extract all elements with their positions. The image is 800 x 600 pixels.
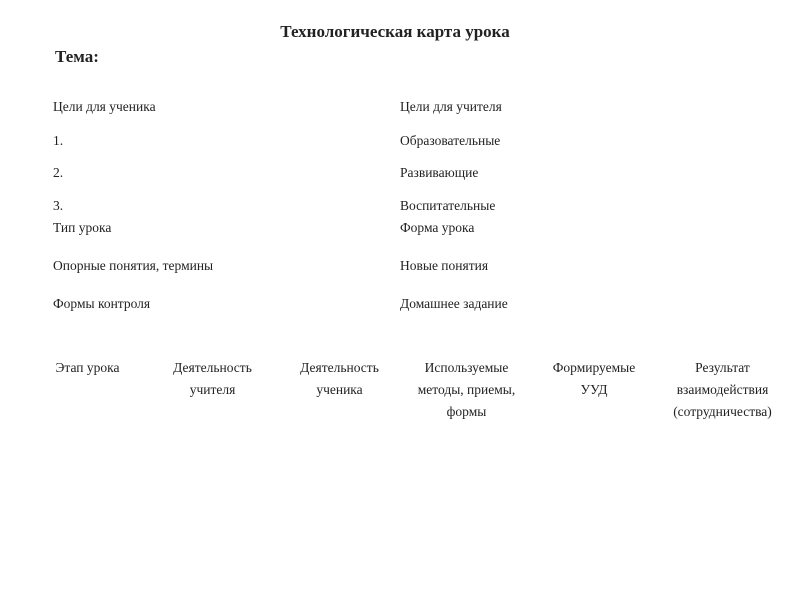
key-concepts-label: Опорные понятия, термины — [53, 258, 214, 273]
teacher-goal-educational: Образовательные — [400, 133, 501, 148]
teacher-goal-upbringing: Воспитательные — [400, 198, 496, 213]
lesson-type-label: Тип урока — [53, 220, 112, 235]
header-uud: Формируемые УУД — [552, 360, 636, 397]
student-goal-2: 2. — [53, 165, 64, 180]
teacher-goals-header: Цели для учителя — [400, 99, 502, 114]
student-goal-1: 1. — [53, 133, 64, 148]
document-title: Технологическая карта урока — [280, 22, 510, 41]
student-goal-3: 3. — [53, 198, 64, 213]
theme-label: Тема: — [55, 47, 99, 66]
header-lesson-stage: Этап урока — [55, 360, 120, 375]
control-forms-label: Формы контроля — [53, 296, 151, 311]
teacher-goal-developmental: Развивающие — [400, 165, 479, 180]
new-concepts-label: Новые понятия — [400, 258, 489, 273]
homework-label: Домашнее задание — [400, 296, 508, 311]
header-methods: Используемые методы, приемы, формы — [417, 360, 516, 419]
lesson-form-label: Форма урока — [400, 220, 475, 235]
header-student-activity: Деятельность ученика — [300, 360, 379, 397]
header-interaction-result: Результат взаимодействия (сотрудничества) — [673, 360, 772, 419]
header-teacher-activity: Деятельность учителя — [173, 360, 252, 397]
student-goals-header: Цели для ученика — [53, 99, 156, 114]
